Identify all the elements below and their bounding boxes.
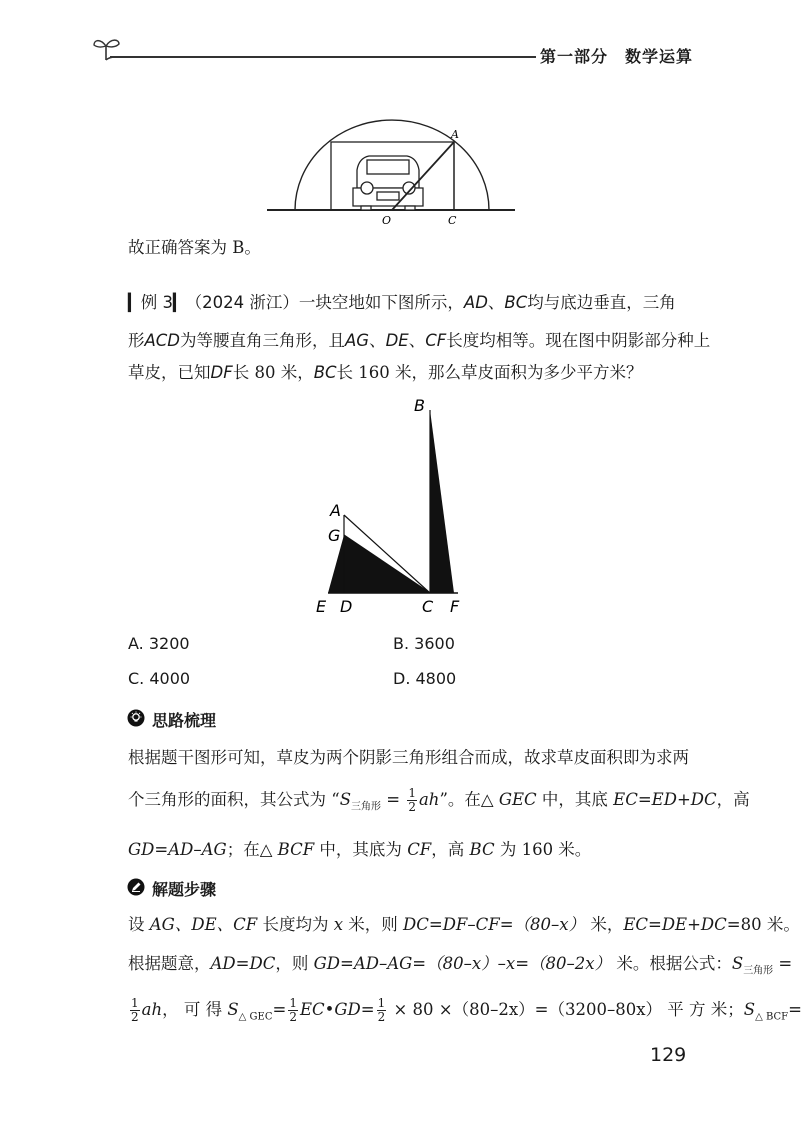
label-B: B xyxy=(414,396,425,415)
figure-car-semicircle xyxy=(265,120,520,230)
figure-triangles xyxy=(310,395,480,620)
example-line-3: 草皮，已知DF长 80 米，BC长 160 米，那么草皮面积为多少平方米？ xyxy=(128,363,643,382)
bulb-icon xyxy=(127,709,145,727)
option-b[interactable]: B. 3600 xyxy=(393,634,455,653)
example-tag: ▎例 3▎ xyxy=(128,293,186,312)
solution-line-1: 设 AG、DE、CF 长度均为 x 米，则 DC=DF–CF=（80–x） 米，EC=DE+DC=80 米。 xyxy=(128,915,800,934)
pen-icon xyxy=(127,878,145,896)
option-d[interactable]: D. 4800 xyxy=(393,669,457,688)
shaded-triangle-BCF xyxy=(430,410,454,593)
label-A: A xyxy=(330,501,341,520)
solution-line-2: 根据题意，AD=DC，则 GD=AD–AG=（80–x）–x=（80–2x） 米。根据公式：$S_{三角形}$ = xyxy=(128,954,793,977)
label-F: F xyxy=(450,597,460,616)
label-A: A xyxy=(451,128,459,141)
leaf-icon xyxy=(92,36,122,62)
analysis-line-1: 根据题干图形可知，草皮为两个阴影三角形组合而成，故求草皮面积即为求两 xyxy=(128,748,689,767)
example-line-1: ▎例 3▎（2024 浙江）一块空地如下图所示，AD、BC均与底边垂直，三角 xyxy=(128,293,676,312)
header-title: 第一部分 数学运算 xyxy=(540,47,694,66)
answer-text: 故正确答案为 B。 xyxy=(128,238,261,257)
label-E: E xyxy=(316,597,327,616)
label-D: D xyxy=(340,597,353,616)
example-line-2: 形ACD为等腰直角三角形，且AG、DE、CF长度均相等。现在图中阴影部分种上 xyxy=(128,331,711,350)
label-C: C xyxy=(422,597,434,616)
option-a[interactable]: A. 3200 xyxy=(128,634,190,653)
solution-line-3: $\frac{1}{2}$ ah， 可 得 $S_{\triangle GEC}=$ $\frac{1}{2}$ EC•GD= $\frac{1}{2}$ × 80 ×（80–2x）=（3200–80x） 平 方 米；$S_{\triangle BCF}=$ xyxy=(131,996,802,1024)
label-O: O xyxy=(382,214,392,227)
analysis-line-2: 个三角形的面积，其公式为 “$S_{三角形}$ = $\frac{1}{2}$ ah”。在△ GEC 中，其底 EC=ED+DC，高 xyxy=(128,786,750,814)
shaded-triangle-GEC xyxy=(328,535,430,593)
label-G: G xyxy=(328,526,341,545)
analysis-heading: 思路梳理 xyxy=(152,711,217,730)
header-rule xyxy=(110,56,536,58)
solution-heading: 解题步骤 xyxy=(152,880,217,899)
label-C: C xyxy=(448,214,457,227)
page-number: 129 xyxy=(650,1044,687,1066)
option-c[interactable]: C. 4000 xyxy=(128,669,191,688)
analysis-line-3: GD=AD–AG；在△ BCF 中，其底为 CF，高 BC 为 160 米。 xyxy=(128,840,592,859)
